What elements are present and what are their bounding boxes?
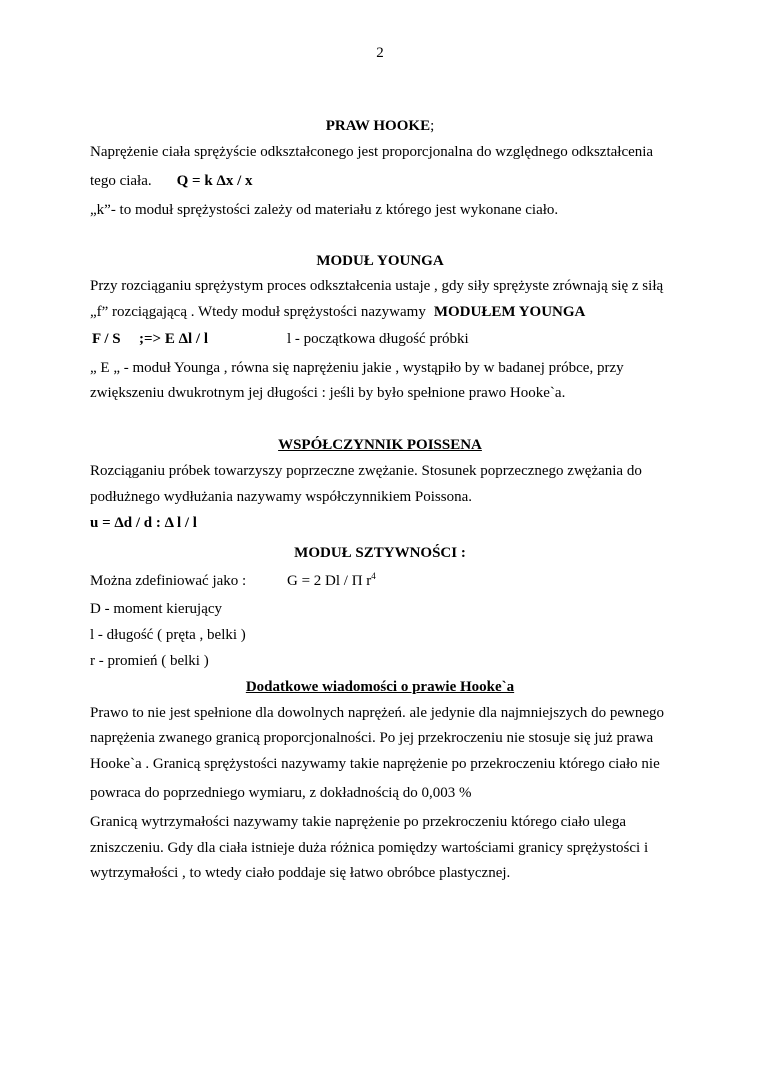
extra-p1-line-1: Prawo to nie jest spełnione dla dowolnych naprężeń. ale jedynie dla najmniejszych do pewnego xyxy=(90,705,664,721)
extra-title: Dodatkowe wiadomości o prawie Hooke`a xyxy=(245,679,515,695)
extra-p1-line-4: powraca do poprzedniego wymiaru, z dokładnością do 0,003 % xyxy=(90,785,472,801)
stiffness-define-text: Można zdefiniować jako : xyxy=(90,573,247,589)
stiffness-def-r: r - promień ( belki ) xyxy=(90,653,209,669)
hooke-line-1: Naprężenie ciała sprężyście odkształconego jest proporcjonalna do względnego odkształcenia xyxy=(90,144,654,160)
poisson-line-1: Rozciąganiu próbek towarzyszy poprzeczne zwężanie. Stosunek poprzecznego zwężania do xyxy=(90,463,642,479)
page-number: 2 xyxy=(376,45,384,61)
extra-p1-line-3: Hooke`a . Granicą sprężystości nazywamy takie naprężenie po przekroczeniu którego ciało nie xyxy=(90,756,660,772)
young-formula-rhs: ;=> E Δl / l xyxy=(139,331,209,347)
stiffness-def-d: D - moment kierujący xyxy=(90,601,223,617)
young-title: MODUŁ YOUNGA xyxy=(316,253,444,269)
stiffness-formula: G = 2 Dl / Π $r^4$ xyxy=(287,571,376,589)
section-title-stiffness xyxy=(0,544,760,562)
young-formula-lhs: F / S xyxy=(92,331,121,347)
poisson-formula: u = Δd / d : Δ l / l xyxy=(90,515,197,531)
section-title-young xyxy=(0,252,760,270)
stiffness-title: MODUŁ SZTYWNOŚCI : xyxy=(294,545,466,561)
extra-p2-line-1: Granicą wytrzymałości nazywamy takie naprężenie po przekroczeniu którego ciało ulega xyxy=(90,814,627,830)
poisson-line-2: podłużnego wydłużania nazywamy współczynnikiem Poissona. xyxy=(90,489,473,505)
young-line-2-text: „f” rozciągającą . Wtedy moduł sprężystości nazywamy xyxy=(90,304,426,320)
poisson-title: WSPÓŁCZYNNIK POISSENA xyxy=(278,437,482,453)
hooke-title: PRAW HOOKE xyxy=(325,118,431,134)
hooke-line-3: „k”- to moduł sprężystości zależy od materiału z którego jest wykonane ciało. xyxy=(90,202,559,218)
young-line-5: zwiększeniu dwukrotnym jej długości : jeśli by było spełnione prawo Hooke`a. xyxy=(90,385,566,401)
young-line-2-bold: MODUŁEM YOUNGA xyxy=(433,304,586,320)
hooke-title-suffix: ; xyxy=(430,118,435,134)
young-line-1: Przy rozciąganiu sprężystym proces odkształcenia ustaje , gdy siły sprężyste zrównają się z siłą xyxy=(90,278,664,294)
young-line-2 xyxy=(90,303,585,321)
section-title-poisson xyxy=(0,436,760,454)
extra-p2-line-2: zniszczeniu. Gdy dla ciała istnieje duża różnica pomiędzy wartościami granicy sprężystości i xyxy=(90,840,649,856)
young-line-4: „ E „ - moduł Younga , równa się naprężeniu jakie , wystąpiło by w badanej próbce, przy xyxy=(90,360,624,376)
extra-p2-line-3: wytrzymałości , to wtedy ciało poddaje się łatwo obróbce plastycznej. xyxy=(90,865,511,881)
hooke-formula: Q = k Δx / x xyxy=(176,173,253,189)
hooke-line-2-text: tego ciała. xyxy=(90,173,152,189)
young-formula-note: l - początkowa długość próbki xyxy=(287,331,469,347)
hooke-line-2 xyxy=(90,172,253,190)
stiffness-formula-exponent: 4 xyxy=(371,571,376,581)
stiffness-def-l: l - długość ( pręta , belki ) xyxy=(90,627,246,643)
section-title-hooke xyxy=(0,117,760,135)
section-title-extra xyxy=(0,678,760,696)
extra-p1-line-2: naprężenia zwanego granicą proporcjonalności. Po jej przekroczeniu nie stosuje się już prawa xyxy=(90,730,654,746)
